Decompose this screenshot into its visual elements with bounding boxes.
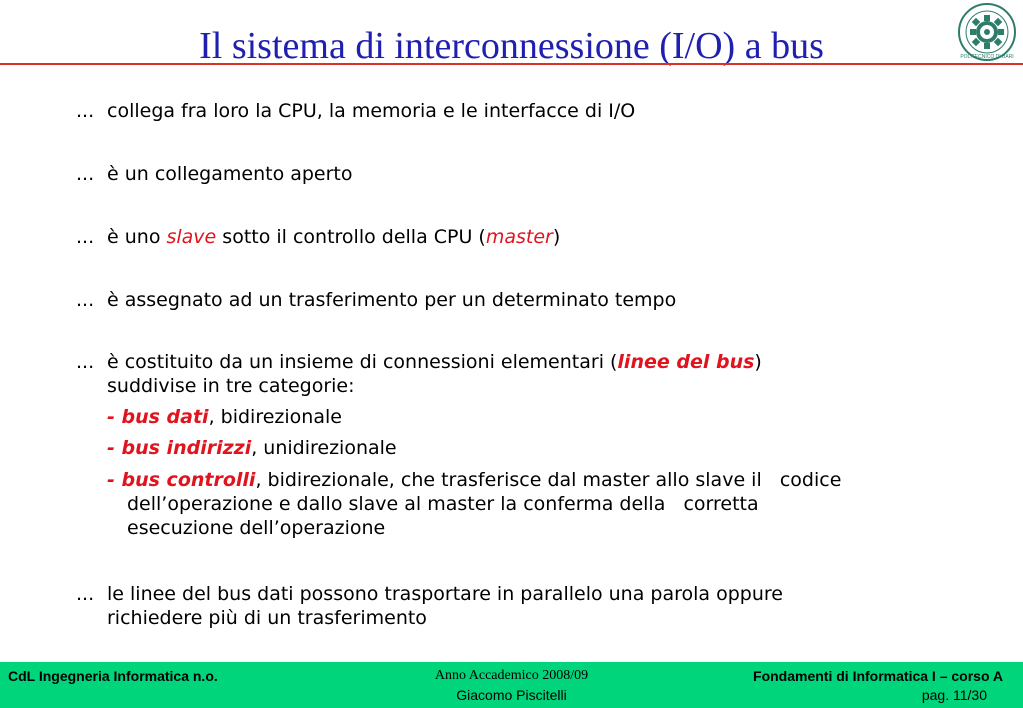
bullet-5 <box>76 350 919 374</box>
bullet-5-pre: è costituito da un insieme di connessioni elementari ( <box>107 351 618 373</box>
bullet-3-post: ) <box>552 226 561 248</box>
subitem-bus-controlli-line3: esecuzione dell’operazione <box>127 517 386 539</box>
bullet-6-text: le linee del bus dati possono trasportare in parallelo una parola oppure <box>107 583 783 605</box>
bullet-lead: ... <box>76 289 95 311</box>
slide-footer <box>0 662 1023 708</box>
bullet-1-text: collega fra loro la CPU, la memoria e le interfacce di I/O <box>107 100 636 122</box>
footer-course-name: CdL Ingegneria Informatica n.o. <box>8 668 218 684</box>
slide-title: Il sistema di interconnessione (I/O) a bus <box>199 25 824 67</box>
bullet-1 <box>76 99 919 123</box>
subitem-bus-controlli <box>107 468 919 540</box>
bullet-3 <box>76 225 919 249</box>
bullet-3-mid: sotto il controllo della CPU ( <box>216 226 486 248</box>
bullet-6 <box>76 582 919 606</box>
term-bus-controlli: - bus controlli <box>107 469 256 491</box>
subitem-bus-indirizzi <box>107 436 919 460</box>
svg-text:POLITECNICO DI BARI: POLITECNICO DI BARI <box>960 54 1014 60</box>
subitem-bus-controlli-line2: dell’operazione e dallo slave al master la conferma della corretta <box>127 493 759 515</box>
bullet-4 <box>76 288 919 312</box>
subitem-bus-dati-text: , bidirezionale <box>208 406 342 428</box>
bullet-lead: ... <box>76 351 95 373</box>
subitem-bus-controlli-text: , bidirezionale, che trasferisce dal master allo slave il codice <box>255 469 842 491</box>
title-divider <box>0 63 1023 65</box>
bullet-6-line-2 <box>76 606 919 630</box>
bullet-3-pre: è uno <box>107 226 167 248</box>
footer-subject: Fondamenti di Informatica I – corso A <box>753 668 1003 684</box>
term-bus-dati: - bus dati <box>107 406 209 428</box>
footer-academic-year: Anno Accademico 2008/09 <box>434 668 589 683</box>
term-slave: slave <box>166 226 217 248</box>
politecnico-di-bari-seal-icon <box>955 2 1019 62</box>
bullet-2 <box>76 162 919 186</box>
bullet-5-line-2 <box>76 374 919 398</box>
term-bus-indirizzi: - bus indirizzi <box>107 437 252 459</box>
bullet-5-post: ) <box>754 351 762 373</box>
bullet-4-text: è assegnato ad un trasferimento per un determinato tempo <box>107 289 677 311</box>
bullet-5-line2-text: suddivise in tre categorie: <box>107 375 355 397</box>
subitem-bus-dati <box>107 405 919 429</box>
bullet-lead: ... <box>76 226 95 248</box>
bullet-lead: ... <box>76 583 95 605</box>
footer-author: Giacomo Piscitelli <box>456 687 567 703</box>
term-linee-del-bus: linee del bus <box>617 351 755 373</box>
bullet-6-line2-text: richiedere più di un trasferimento <box>107 607 427 629</box>
bullet-lead: ... <box>76 163 95 185</box>
bullet-lead: ... <box>76 100 95 122</box>
bullet-2-text: è un collegamento aperto <box>107 163 353 185</box>
subitem-bus-indirizzi-text: , unidirezionale <box>251 437 397 459</box>
footer-page-number: pag. 11/30 <box>921 687 987 703</box>
term-master: master <box>485 226 553 248</box>
